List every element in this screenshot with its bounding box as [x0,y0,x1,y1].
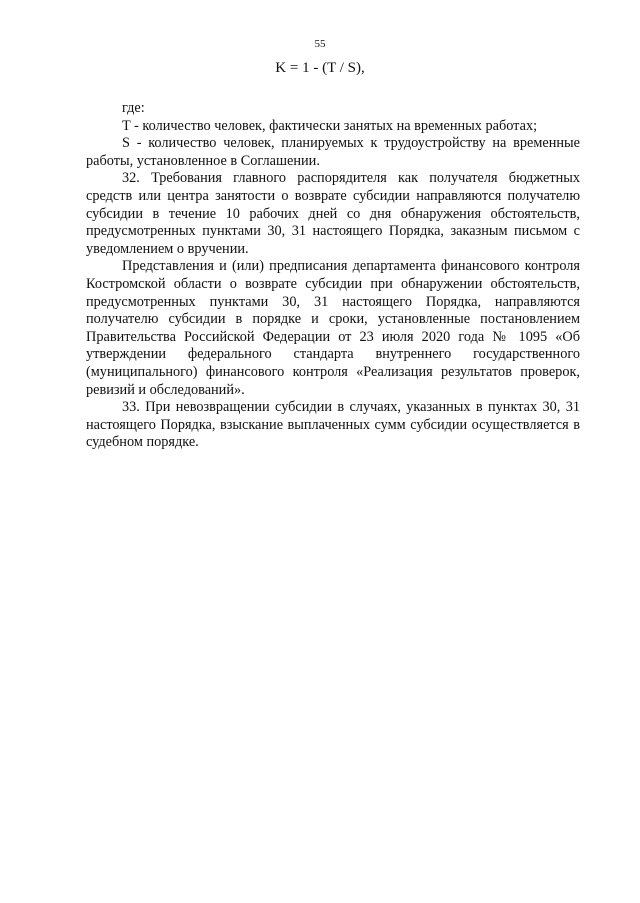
where-label: где: [122,100,145,116]
paragraph-33: 33. При невозвращении субсидии в случаях, указанных в пунктах 30, 31 настоящего Порядка, взыскание выплаченных сумм субсидии осуществляется в судебном порядке. [86,399,580,451]
page-number: 55 [314,38,326,50]
paragraph-32: 32. Требования главного распорядителя как получателя бюджетных средств или центра занятости о возврате субсидии направляются получателю субсидии в течение 10 рабочих дней со дня обнаружения обстоятельств, предусмотренных пунктами 30, 31 настоящего Порядка, заказным письмом с уведомлением о вручении. [86,170,580,257]
paragraph-financial-control: Представления и (или) предписания департамента финансового контроля Костромской области о возврате субсидии при обнаружении обстоятельств, предусмотренных пунктами 30, 31 настоящего Порядка, направляются получателю субсидии в порядке и сроки, установленные постановлением Правительства Российской Федерации от 23 июля 2020 года № 1095 «Об утверждении федерального стандарта внутреннего государственного (муниципального) финансового контроля «Реализация результатов проверок, ревизий и обследований». [86,258,580,398]
formula: K = 1 - (T / S), [275,60,365,76]
definition-s: S - количество человек, планируемых к трудоустройству на временные работы, установленное в Соглашении. [86,135,580,169]
definition-t: T - количество человек, фактически занятых на временных работах; [122,117,538,134]
document-body [86,100,580,452]
